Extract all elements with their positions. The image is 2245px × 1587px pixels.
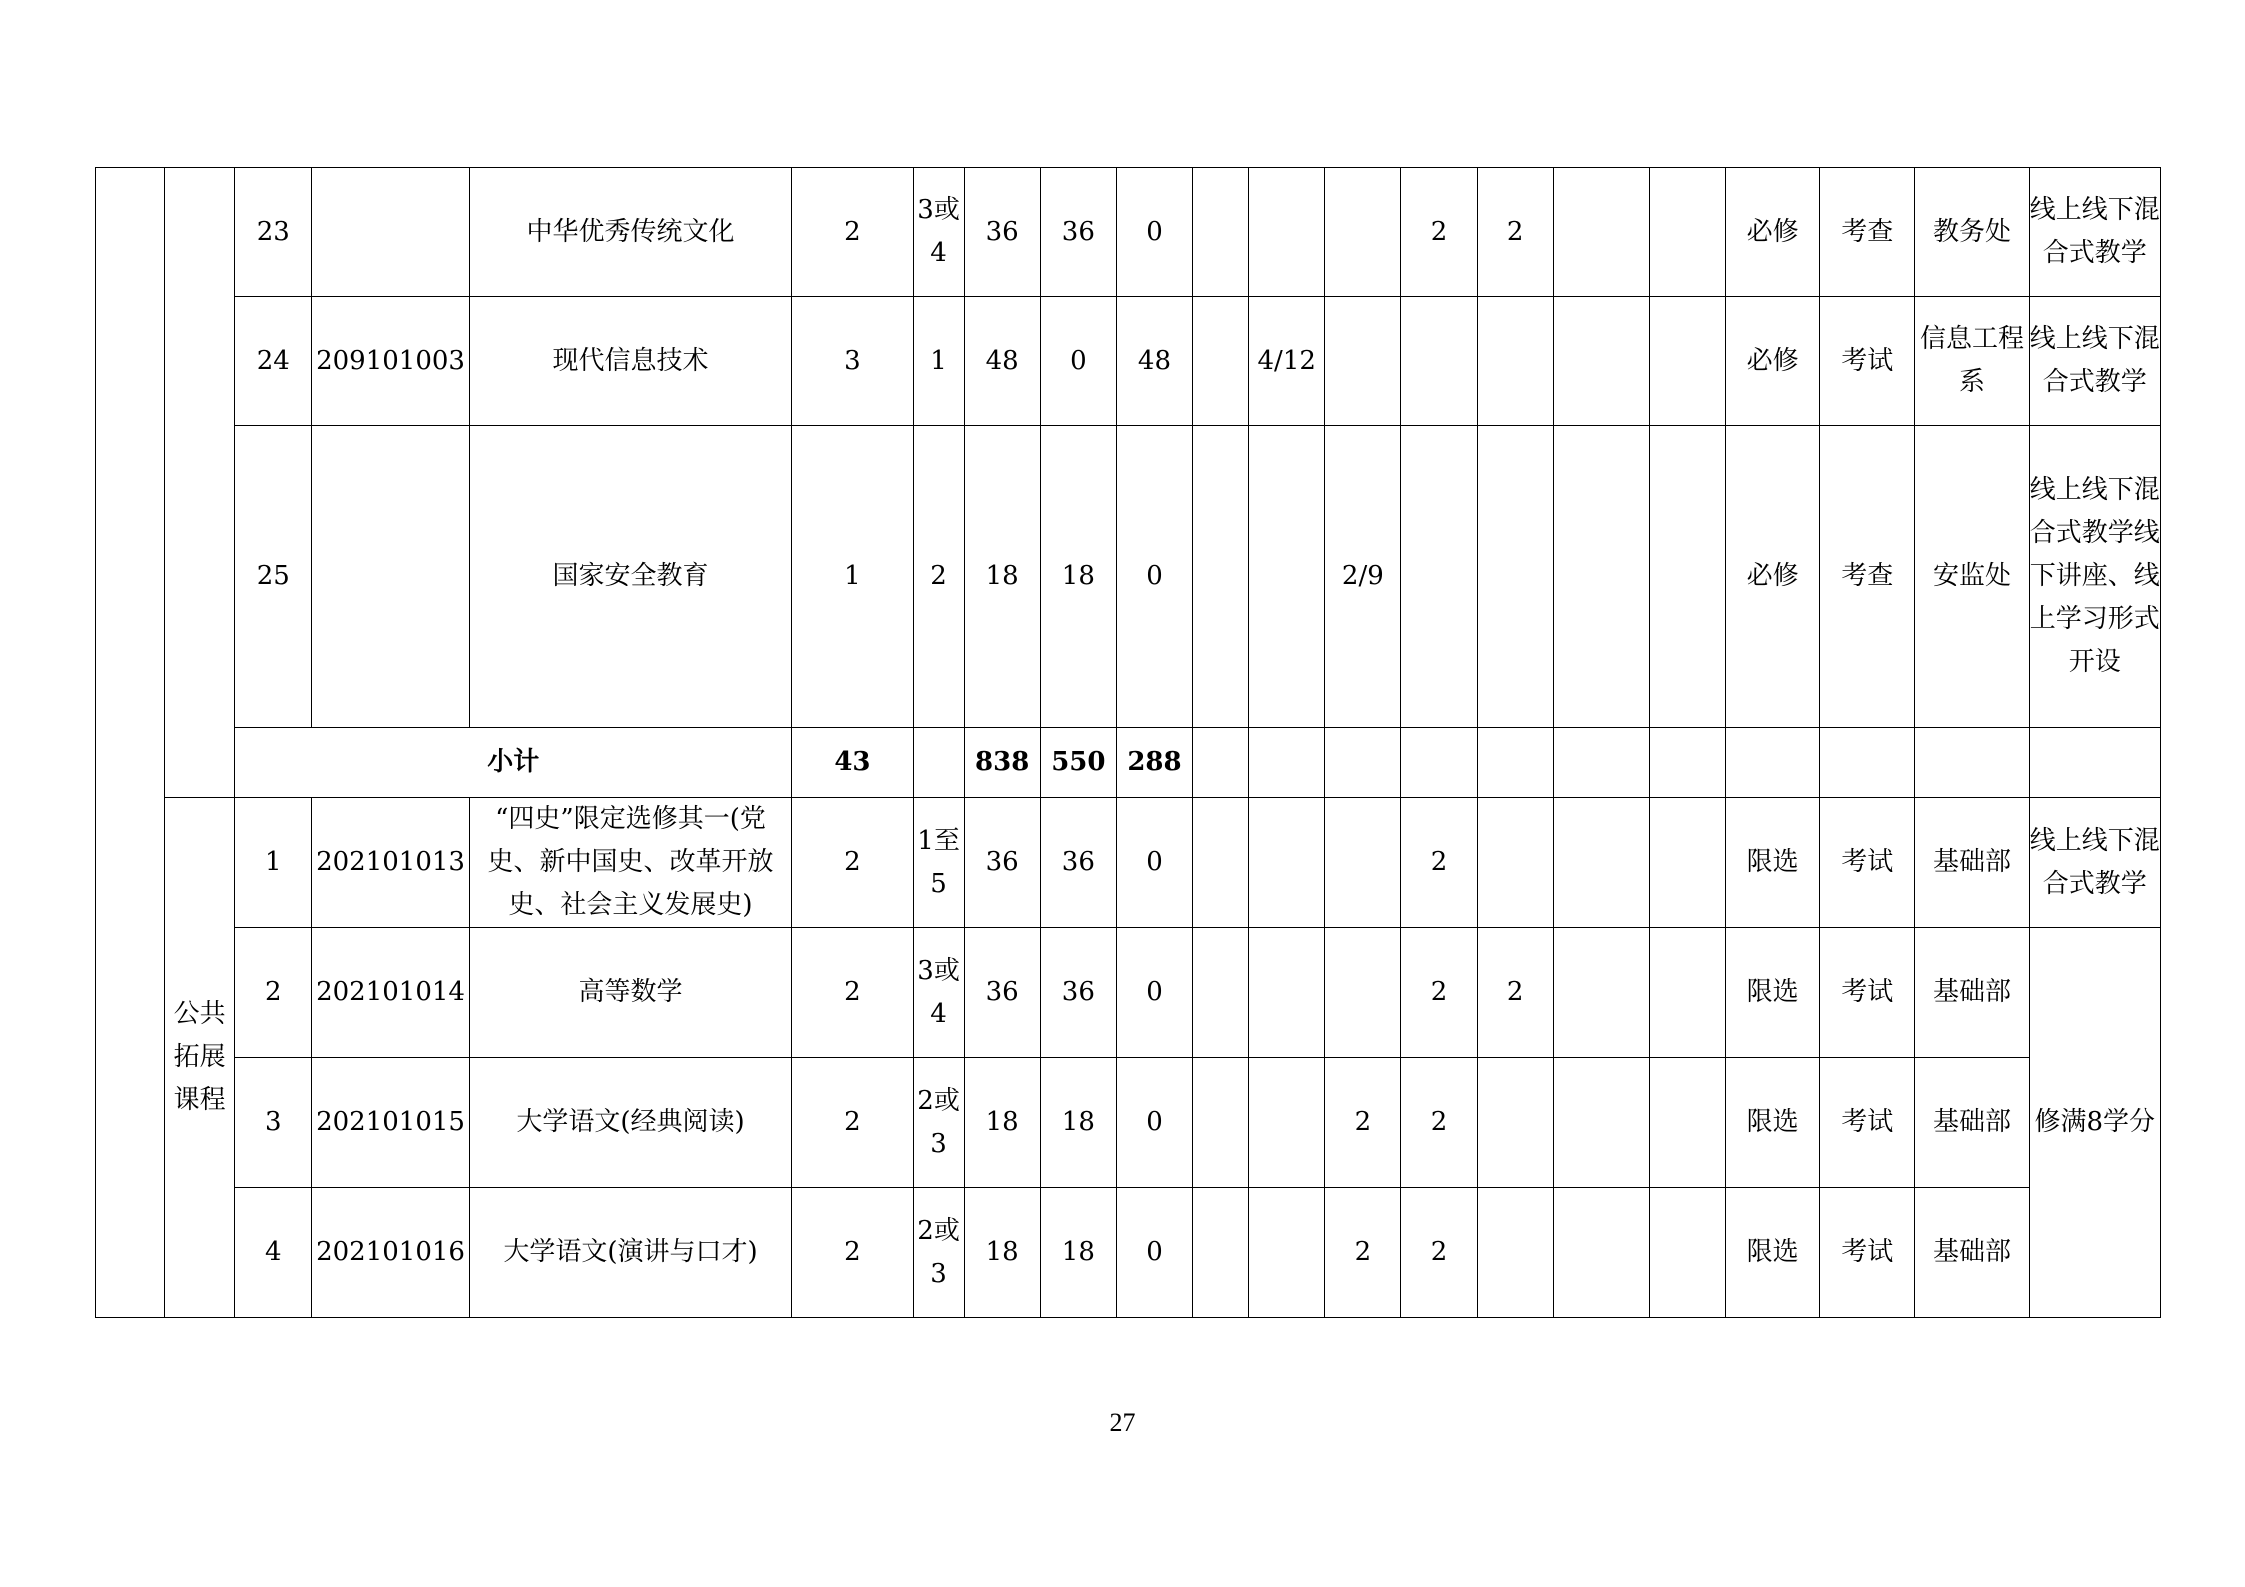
sem-col-3: 2 xyxy=(1325,1058,1401,1188)
assessment: 考试 xyxy=(1820,1188,1915,1318)
sem-col-5 xyxy=(1477,1058,1553,1188)
subtotal-empty xyxy=(1477,728,1553,798)
course-no: 2 xyxy=(235,928,312,1058)
sem-col-7 xyxy=(1649,426,1725,728)
course-name: “四史”限定选修其一(党史、新中国史、改革开放史、社会主义发展史) xyxy=(469,798,792,928)
subtotal-empty xyxy=(1915,728,2029,798)
sem-col-1 xyxy=(1193,798,1249,928)
assessment: 考试 xyxy=(1820,1058,1915,1188)
course-no: 23 xyxy=(235,168,312,297)
course-code: 202101015 xyxy=(312,1058,469,1188)
sem-col-4 xyxy=(1401,297,1477,426)
course-no: 4 xyxy=(235,1188,312,1318)
credits: 2 xyxy=(792,1188,913,1318)
outer-category-cell xyxy=(96,168,165,1318)
sem-col-2 xyxy=(1249,426,1325,728)
assessment: 考试 xyxy=(1820,297,1915,426)
sem-col-2 xyxy=(1249,928,1325,1058)
department: 信息工程系 xyxy=(1915,297,2029,426)
sem-col-1 xyxy=(1193,1058,1249,1188)
department: 基础部 xyxy=(1915,1058,2029,1188)
sem-col-3 xyxy=(1325,168,1401,297)
course-code: 202101013 xyxy=(312,798,469,928)
subtotal-empty xyxy=(1249,728,1325,798)
course-name: 高等数学 xyxy=(469,928,792,1058)
subtotal-empty xyxy=(2029,728,2160,798)
course-type: 必修 xyxy=(1726,426,1820,728)
course-name: 国家安全教育 xyxy=(469,426,792,728)
sem-col-2: 4/12 xyxy=(1249,297,1325,426)
theory-hours: 18 xyxy=(1040,426,1116,728)
course-type: 限选 xyxy=(1726,928,1820,1058)
sem-col-5 xyxy=(1477,798,1553,928)
course-name: 大学语文(经典阅读) xyxy=(469,1058,792,1188)
subtotal-theory: 550 xyxy=(1040,728,1116,798)
total-hours: 36 xyxy=(964,928,1040,1058)
table-row xyxy=(96,1058,2161,1188)
department: 安监处 xyxy=(1915,426,2029,728)
theory-hours: 36 xyxy=(1040,168,1116,297)
subtotal-empty xyxy=(1401,728,1477,798)
sem-col-1 xyxy=(1193,928,1249,1058)
sem-col-2 xyxy=(1249,1058,1325,1188)
course-code xyxy=(312,168,469,297)
theory-hours: 18 xyxy=(1040,1058,1116,1188)
course-name: 现代信息技术 xyxy=(469,297,792,426)
total-hours: 36 xyxy=(964,168,1040,297)
total-hours: 18 xyxy=(964,1058,1040,1188)
sem-col-6 xyxy=(1553,798,1649,928)
sem-col-3 xyxy=(1325,928,1401,1058)
subtotal-row xyxy=(96,728,2161,798)
semester: 2或3 xyxy=(913,1188,964,1318)
semester: 1至5 xyxy=(913,798,964,928)
semester: 3或4 xyxy=(913,168,964,297)
remark: 线上线下混合式教学 xyxy=(2029,168,2160,297)
sem-col-4 xyxy=(1401,426,1477,728)
assessment: 考试 xyxy=(1820,928,1915,1058)
course-name: 大学语文(演讲与口才) xyxy=(469,1188,792,1318)
credits: 2 xyxy=(792,798,913,928)
sem-col-4: 2 xyxy=(1401,928,1477,1058)
table-row xyxy=(96,168,2161,297)
credits: 1 xyxy=(792,426,913,728)
sem-col-6 xyxy=(1553,297,1649,426)
credits: 2 xyxy=(792,1058,913,1188)
course-type: 限选 xyxy=(1726,1188,1820,1318)
department: 基础部 xyxy=(1915,928,2029,1058)
course-no: 3 xyxy=(235,1058,312,1188)
curriculum-table xyxy=(95,167,2161,1318)
sem-col-5 xyxy=(1477,1188,1553,1318)
subtotal-empty xyxy=(1325,728,1401,798)
subtotal-empty xyxy=(1553,728,1649,798)
sem-col-3: 2 xyxy=(1325,1188,1401,1318)
subtotal-credits: 43 xyxy=(792,728,913,798)
sem-col-6 xyxy=(1553,1058,1649,1188)
credits: 2 xyxy=(792,928,913,1058)
subtotal-empty xyxy=(1193,728,1249,798)
sem-col-2 xyxy=(1249,168,1325,297)
total-hours: 18 xyxy=(964,1188,1040,1318)
sem-col-6 xyxy=(1553,168,1649,297)
sem-col-6 xyxy=(1553,928,1649,1058)
page-number: 27 xyxy=(1109,1408,1136,1437)
course-type: 必修 xyxy=(1726,168,1820,297)
practice-hours: 0 xyxy=(1116,168,1192,297)
sem-col-1 xyxy=(1193,297,1249,426)
sem-col-4: 2 xyxy=(1401,1058,1477,1188)
subtotal-practice: 288 xyxy=(1116,728,1192,798)
credits: 3 xyxy=(792,297,913,426)
credits: 2 xyxy=(792,168,913,297)
department: 教务处 xyxy=(1915,168,2029,297)
table-row xyxy=(96,928,2161,1058)
sem-col-3 xyxy=(1325,798,1401,928)
assessment: 考查 xyxy=(1820,426,1915,728)
semester: 1 xyxy=(913,297,964,426)
sem-col-7 xyxy=(1649,297,1725,426)
remark: 线上线下混合式教学线下讲座、线上学习形式开设 xyxy=(2029,426,2160,728)
semester: 2或3 xyxy=(913,1058,964,1188)
table-row xyxy=(96,426,2161,728)
total-hours: 48 xyxy=(964,297,1040,426)
practice-hours: 0 xyxy=(1116,1188,1192,1318)
sem-col-7 xyxy=(1649,1058,1725,1188)
subtotal-empty xyxy=(1820,728,1915,798)
course-type: 限选 xyxy=(1726,1058,1820,1188)
table-row xyxy=(96,1188,2161,1318)
practice-hours: 0 xyxy=(1116,928,1192,1058)
practice-hours: 0 xyxy=(1116,426,1192,728)
sem-col-6 xyxy=(1553,426,1649,728)
sem-col-1 xyxy=(1193,1188,1249,1318)
assessment: 考查 xyxy=(1820,168,1915,297)
subtotal-label: 小计 xyxy=(235,728,792,798)
sem-col-3 xyxy=(1325,297,1401,426)
sem-col-4: 2 xyxy=(1401,168,1477,297)
semester: 2 xyxy=(913,426,964,728)
sem-col-1 xyxy=(1193,168,1249,297)
sem-col-4: 2 xyxy=(1401,798,1477,928)
practice-hours: 0 xyxy=(1116,1058,1192,1188)
subtotal-empty xyxy=(1649,728,1725,798)
sem-col-2 xyxy=(1249,1188,1325,1318)
sem-col-4: 2 xyxy=(1401,1188,1477,1318)
course-no: 25 xyxy=(235,426,312,728)
subtotal-empty xyxy=(1726,728,1820,798)
inner-category-cell xyxy=(165,168,235,798)
course-name: 中华优秀传统文化 xyxy=(469,168,792,297)
course-code: 202101016 xyxy=(312,1188,469,1318)
table-row xyxy=(96,297,2161,426)
subtotal-semester xyxy=(913,728,964,798)
sem-col-3: 2/9 xyxy=(1325,426,1401,728)
table-row xyxy=(96,798,2161,928)
sem-col-1 xyxy=(1193,426,1249,728)
remark: 线上线下混合式教学 xyxy=(2029,297,2160,426)
sem-col-5 xyxy=(1477,426,1553,728)
remark: 线上线下混合式教学 xyxy=(2029,798,2160,928)
sem-col-2 xyxy=(1249,798,1325,928)
total-hours: 36 xyxy=(964,798,1040,928)
sem-col-7 xyxy=(1649,798,1725,928)
sem-col-5: 2 xyxy=(1477,928,1553,1058)
category-label: 公共拓展课程 xyxy=(165,798,235,1318)
course-type: 必修 xyxy=(1726,297,1820,426)
practice-hours: 0 xyxy=(1116,798,1192,928)
course-no: 1 xyxy=(235,798,312,928)
sem-col-5: 2 xyxy=(1477,168,1553,297)
course-code: 209101003 xyxy=(312,297,469,426)
sem-col-5 xyxy=(1477,297,1553,426)
total-hours: 18 xyxy=(964,426,1040,728)
practice-hours: 48 xyxy=(1116,297,1192,426)
theory-hours: 36 xyxy=(1040,928,1116,1058)
sem-col-7 xyxy=(1649,1188,1725,1318)
department: 基础部 xyxy=(1915,798,2029,928)
course-code: 202101014 xyxy=(312,928,469,1058)
theory-hours: 18 xyxy=(1040,1188,1116,1318)
theory-hours: 0 xyxy=(1040,297,1116,426)
course-no: 24 xyxy=(235,297,312,426)
course-code xyxy=(312,426,469,728)
assessment: 考试 xyxy=(1820,798,1915,928)
merged-remark: 修满8学分 xyxy=(2029,928,2160,1318)
department: 基础部 xyxy=(1915,1188,2029,1318)
course-type: 限选 xyxy=(1726,798,1820,928)
sem-col-7 xyxy=(1649,168,1725,297)
sem-col-6 xyxy=(1553,1188,1649,1318)
semester: 3或4 xyxy=(913,928,964,1058)
sem-col-7 xyxy=(1649,928,1725,1058)
theory-hours: 36 xyxy=(1040,798,1116,928)
subtotal-total: 838 xyxy=(964,728,1040,798)
